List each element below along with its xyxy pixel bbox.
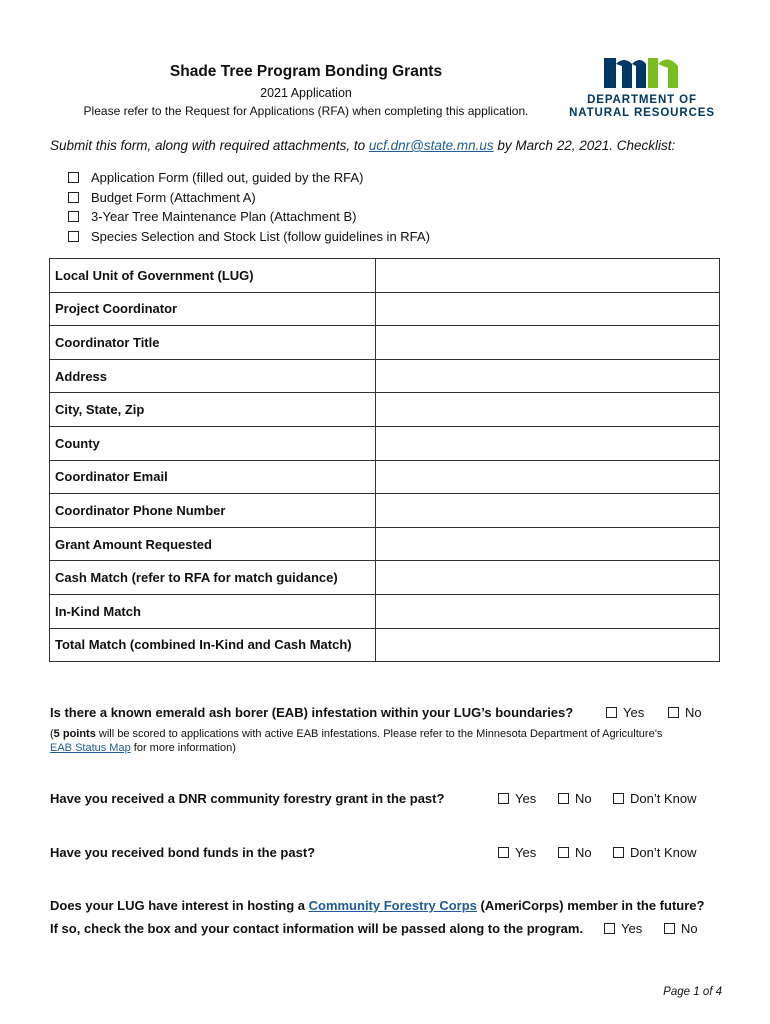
dnr-grant-no-option[interactable] — [558, 791, 592, 806]
field-input[interactable] — [376, 292, 720, 326]
field-label: Coordinator Phone Number — [50, 494, 376, 528]
table-row — [50, 628, 720, 662]
forestry-corps-instruction: If so, check the box and your contact information will be passed along to the program. — [50, 921, 584, 936]
field-label: Local Unit of Government (LUG) — [50, 259, 376, 293]
page-title: Shade Tree Program Bonding Grants — [169, 63, 443, 80]
eab-yes-option[interactable] — [606, 705, 644, 720]
field-input[interactable] — [376, 393, 720, 427]
checklist-item — [68, 188, 430, 208]
field-input[interactable] — [376, 527, 720, 561]
field-label: County — [50, 426, 376, 460]
checklist — [68, 168, 430, 246]
bond-funds-question: Have you received bond funds in the past? — [50, 845, 316, 860]
field-input[interactable] — [376, 594, 720, 628]
checkbox[interactable] — [606, 707, 617, 718]
checkbox[interactable] — [498, 793, 509, 804]
field-label: City, State, Zip — [50, 393, 376, 427]
field-input[interactable] — [376, 460, 720, 494]
checkbox[interactable] — [558, 847, 569, 858]
table-row — [50, 594, 720, 628]
option-label: Yes — [515, 845, 537, 860]
submit-instruction — [50, 138, 675, 153]
option-label: Yes — [515, 791, 537, 806]
checkbox[interactable] — [498, 847, 509, 858]
checklist-item-label: 3-Year Tree Maintenance Plan (Attachment B) — [91, 209, 357, 224]
table-row — [50, 561, 720, 595]
note-paren: ( — [50, 728, 54, 740]
dnr-logo-line1: DEPARTMENT OF — [587, 94, 697, 106]
note-text: will be scored to applications with active EAB infestations. Please refer to the Minnesota Department of Agriculture’s — [95, 728, 663, 740]
forestry-corps-no-option[interactable] — [664, 921, 698, 936]
checklist-item-label: Species Selection and Stock List (follow guidelines in RFA) — [91, 228, 430, 244]
field-label: Address — [50, 359, 376, 393]
dnr-grant-dont-know-option[interactable] — [613, 791, 696, 806]
eab-question: Is there a known emerald ash borer (EAB) infestation within your LUG’s boundaries? — [50, 705, 574, 720]
checkbox[interactable] — [613, 793, 624, 804]
option-label: No — [681, 921, 698, 936]
community-forestry-corps-link[interactable]: Community Forestry Corps — [308, 898, 477, 913]
page-number: Page 1 of 4 — [663, 986, 722, 998]
option-label: No — [685, 705, 702, 720]
checkbox[interactable] — [613, 847, 624, 858]
option-label: Yes — [623, 705, 645, 720]
dnr-logo — [562, 52, 722, 124]
field-input[interactable] — [376, 494, 720, 528]
field-input[interactable] — [376, 628, 720, 662]
field-label: Coordinator Title — [50, 326, 376, 360]
checkbox[interactable] — [668, 707, 679, 718]
checkbox[interactable] — [68, 172, 79, 183]
mn-logo-mark — [602, 52, 682, 90]
table-row — [50, 359, 720, 393]
eab-no-option[interactable] — [668, 705, 702, 720]
forestry-corps-yes-option[interactable] — [604, 921, 642, 936]
eab-status-map-link[interactable]: EAB Status Map — [50, 742, 131, 754]
field-input[interactable] — [376, 426, 720, 460]
dnr-logo-line2: NATURAL RESOURCES — [569, 107, 715, 119]
checkbox[interactable] — [68, 211, 79, 222]
table-row — [50, 460, 720, 494]
bond-funds-no-option[interactable] — [558, 845, 592, 860]
checkbox[interactable] — [604, 923, 615, 934]
submit-text-after: by March 22, 2021. Checklist: — [493, 138, 676, 153]
checklist-item-label: Application Form (filled out, guided by the RFA) — [91, 170, 364, 185]
field-label: Project Coordinator — [50, 292, 376, 326]
table-row — [50, 393, 720, 427]
checkbox[interactable] — [68, 231, 79, 242]
submit-text-before: Submit this form, along with required attachments, to — [50, 138, 369, 153]
checkbox[interactable] — [68, 192, 79, 203]
checklist-item — [68, 227, 430, 247]
dnr-logo-text — [562, 94, 722, 120]
option-label: No — [575, 845, 592, 860]
table-row — [50, 292, 720, 326]
table-row — [50, 527, 720, 561]
rfa-instruction: Please refer to the Request for Applications (RFA) when completing this application. — [83, 104, 529, 118]
checkbox[interactable] — [664, 923, 675, 934]
eab-note — [50, 727, 720, 755]
table-row — [50, 426, 720, 460]
option-label: Don’t Know — [630, 845, 697, 860]
dnr-grant-question: Have you received a DNR community forestry grant in the past? — [50, 791, 445, 806]
field-input[interactable] — [376, 259, 720, 293]
field-input[interactable] — [376, 326, 720, 360]
field-label: In-Kind Match — [50, 594, 376, 628]
dnr-grant-yes-option[interactable] — [498, 791, 536, 806]
field-label: Cash Match (refer to RFA for match guidance) — [50, 561, 376, 595]
submit-email-link[interactable]: ucf.dnr@state.mn.us — [368, 138, 494, 153]
checkbox[interactable] — [558, 793, 569, 804]
question-text: Does your LUG have interest in hosting a — [50, 898, 309, 913]
bond-funds-dont-know-option[interactable] — [613, 845, 696, 860]
option-label: No — [575, 791, 592, 806]
checklist-item — [68, 168, 430, 188]
applicant-info-table — [49, 258, 720, 662]
checklist-item — [68, 207, 430, 227]
page-subtitle: 2021 Application — [260, 86, 352, 100]
field-label: Total Match (combined In-Kind and Cash Match) — [50, 628, 376, 662]
forestry-corps-question — [50, 898, 704, 913]
table-row — [50, 259, 720, 293]
table-row — [50, 494, 720, 528]
bond-funds-yes-option[interactable] — [498, 845, 536, 860]
option-label: Don’t Know — [630, 791, 697, 806]
question-text-end: (AmeriCorps) member in the future? — [476, 898, 705, 913]
field-input[interactable] — [376, 561, 720, 595]
table-row — [50, 326, 720, 360]
field-input[interactable] — [376, 359, 720, 393]
field-label: Coordinator Email — [50, 460, 376, 494]
note-points: 5 points — [53, 728, 96, 740]
checklist-item-label: Budget Form (Attachment A) — [91, 189, 256, 205]
option-label: Yes — [621, 921, 643, 936]
field-label: Grant Amount Requested — [50, 527, 376, 561]
note-text-end: for more information) — [130, 742, 236, 754]
